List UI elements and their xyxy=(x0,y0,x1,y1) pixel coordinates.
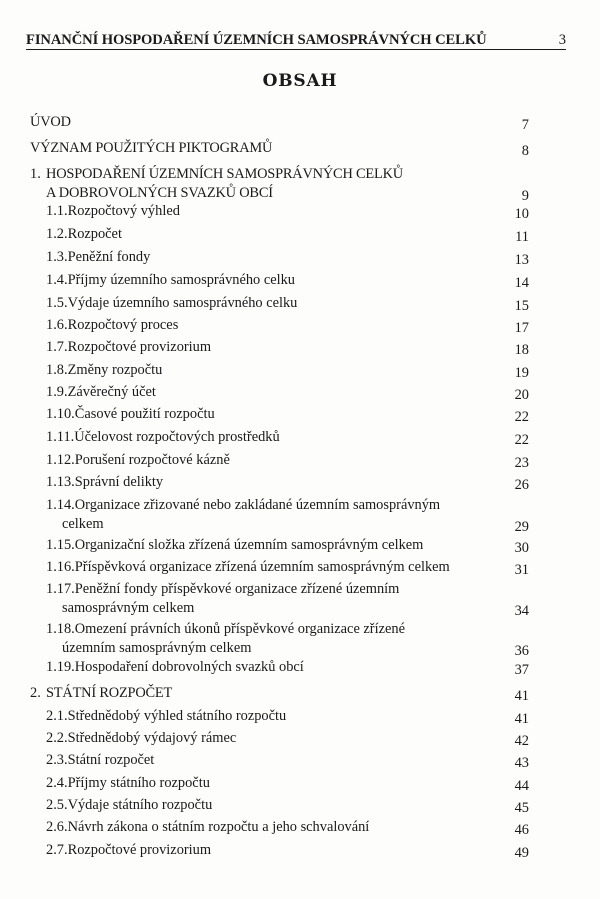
toc-title: OBSAH xyxy=(262,71,338,91)
toc-entry-page: 17 xyxy=(514,320,529,336)
toc-entry-number: 2.1. xyxy=(46,708,68,724)
toc-entry-text: Organizace zřizované nebo zakládané územním samosprávným xyxy=(74,497,441,513)
toc-entry-page: 9 xyxy=(521,188,529,204)
page-number: 3 xyxy=(558,32,566,48)
toc-entry-text: HOSPODAŘENÍ ÚZEMNÍCH SAMOSPRÁVNÝCH CELKŮ xyxy=(46,166,403,182)
toc-entry-page: 23 xyxy=(514,455,529,471)
toc-entry-text: Rozpočtový proces xyxy=(67,317,179,333)
toc-entry-number: 2. xyxy=(30,685,41,701)
toc-entry-text: Změny rozpočtu xyxy=(67,362,163,378)
toc-entry-text: Výdaje státního rozpočtu xyxy=(67,797,213,813)
toc-entry-number: 1.2. xyxy=(46,226,68,242)
toc-entry-text-continued: A DOBROVOLNÝCH SVAZKŮ OBCÍ xyxy=(46,185,273,201)
toc-entry-page: 41 xyxy=(514,711,529,727)
toc-entry-text-continued: celkem xyxy=(62,516,104,532)
toc-entry-line xyxy=(30,165,403,184)
toc-entry-line xyxy=(46,496,440,515)
toc-entry-number: 2.7. xyxy=(46,842,68,858)
toc-entry-number: 1.4. xyxy=(46,272,68,288)
toc-entry-page: 42 xyxy=(514,733,529,749)
toc-entry-page: 22 xyxy=(514,432,529,448)
toc-entry-page: 15 xyxy=(514,298,529,314)
toc-entry-text-continued: územním samosprávným celkem xyxy=(62,640,252,656)
toc-entry-text: Závěrečný účet xyxy=(67,384,156,400)
toc-entry-text: Rozpočtové provizorium xyxy=(67,842,212,858)
toc-entry-page: 22 xyxy=(514,409,529,425)
toc-entry-text: Výdaje územního samosprávného celku xyxy=(67,295,298,311)
toc-entry-text: VÝZNAM POUŽITÝCH PIKTOGRAMŮ xyxy=(30,140,273,156)
toc-entry-page: 49 xyxy=(514,845,529,861)
toc-entry-page: 43 xyxy=(514,755,529,771)
toc-entry-text: Peněžní fondy xyxy=(67,249,151,265)
toc-entry-text: Státní rozpočet xyxy=(67,752,155,768)
toc-entry-text: Porušení rozpočtové kázně xyxy=(74,452,230,468)
toc-entry-line xyxy=(46,620,405,639)
toc-entry-number: 1.13. xyxy=(46,474,75,490)
toc-entry-number: 1.18. xyxy=(46,621,75,637)
toc-entry-page: 29 xyxy=(514,519,529,535)
toc-entry-text: Časové použití rozpočtu xyxy=(74,406,215,422)
toc-entry-text: Příspěvková organizace zřízená územním samosprávným celkem xyxy=(74,559,450,575)
toc-entry-text: Návrh zákona o státním rozpočtu a jeho schvalování xyxy=(67,819,370,835)
toc-entry-text: Střednědobý výhled státního rozpočtu xyxy=(67,708,287,724)
toc-entry-number: 2.6. xyxy=(46,819,68,835)
toc-entry-number: 1.14. xyxy=(46,497,75,513)
toc-entry-number: 1.17. xyxy=(46,581,75,597)
toc-entry-page: 14 xyxy=(514,275,529,291)
running-header xyxy=(26,27,566,50)
toc-entry-page: 36 xyxy=(514,643,529,659)
toc-entry-line xyxy=(46,580,399,599)
toc-entry-text: Účelovost rozpočtových prostředků xyxy=(74,429,280,445)
toc-entry-text: Rozpočtový výhled xyxy=(67,203,180,219)
toc-entry-number: 1.10. xyxy=(46,406,75,422)
toc-entry-text: Příjmy státního rozpočtu xyxy=(67,775,210,791)
toc-entry-page: 7 xyxy=(521,117,529,133)
toc-entry-text: Omezení právních úkonů příspěvkové organizace zřízené xyxy=(74,621,405,637)
toc-entry-page: 31 xyxy=(514,562,529,578)
toc-entry-number: 2.5. xyxy=(46,797,68,813)
toc-entry-page: 18 xyxy=(514,342,529,358)
toc-entry-text: Hospodaření dobrovolných svazků obcí xyxy=(74,659,304,675)
toc-entry-number: 1.9. xyxy=(46,384,68,400)
toc-entry-text: Organizační složka zřízená územním samosprávným celkem xyxy=(74,537,424,553)
toc-entry-number: 1.7. xyxy=(46,339,68,355)
toc-entry-text-continued: samosprávným celkem xyxy=(62,600,195,616)
toc-entry-page: 10 xyxy=(514,206,529,222)
running-title: FINANČNÍ HOSPODAŘENÍ ÚZEMNÍCH SAMOSPRÁVNÝCH CELKŮ xyxy=(26,32,487,48)
toc-entry-page: 20 xyxy=(514,387,529,403)
toc-entry-text: Peněžní fondy příspěvkové organizace zřízené územním xyxy=(74,581,400,597)
toc-entry-number: 1.1. xyxy=(46,203,68,219)
toc-entry-page: 46 xyxy=(514,822,529,838)
toc-entry-page: 37 xyxy=(514,662,529,678)
toc-entry-text: Střednědobý výdajový rámec xyxy=(67,730,237,746)
toc-entry-text: Příjmy územního samosprávného celku xyxy=(67,272,295,288)
toc-entry-page: 30 xyxy=(514,540,529,556)
toc-entry-number: 1.5. xyxy=(46,295,68,311)
toc-entry-number: 1.16. xyxy=(46,559,75,575)
toc-entry-text: Správní delikty xyxy=(74,474,164,490)
toc-entry-number: 1.3. xyxy=(46,249,68,265)
toc-entry-number: 1.6. xyxy=(46,317,68,333)
toc-entry-page: 34 xyxy=(514,603,529,619)
toc-entry-page: 8 xyxy=(521,143,529,159)
toc-entry-page: 26 xyxy=(514,477,529,493)
toc-entry-page: 45 xyxy=(514,800,529,816)
toc-entry-page: 11 xyxy=(515,229,529,245)
toc-entry-page: 44 xyxy=(514,778,529,794)
toc-entry-page: 41 xyxy=(514,688,529,704)
toc-entry-number: 1. xyxy=(30,166,41,182)
toc-entry-text: Rozpočet xyxy=(67,226,122,242)
toc-entry-number: 2.4. xyxy=(46,775,68,791)
toc-entry-page: 19 xyxy=(514,365,529,381)
toc-entry-text: ÚVOD xyxy=(30,114,71,130)
toc-entry-number: 1.8. xyxy=(46,362,68,378)
toc-entry-number: 1.19. xyxy=(46,659,75,675)
toc-entry-text: STÁTNÍ ROZPOČET xyxy=(46,685,173,701)
toc-entry-text: Rozpočtové provizorium xyxy=(67,339,212,355)
toc-entry-number: 2.3. xyxy=(46,752,68,768)
toc-entry-number: 1.11. xyxy=(46,429,75,445)
toc-entry-number: 2.2. xyxy=(46,730,68,746)
toc-entry-number: 1.15. xyxy=(46,537,75,553)
toc-entry-page: 13 xyxy=(514,252,529,268)
toc-entry-number: 1.12. xyxy=(46,452,75,468)
